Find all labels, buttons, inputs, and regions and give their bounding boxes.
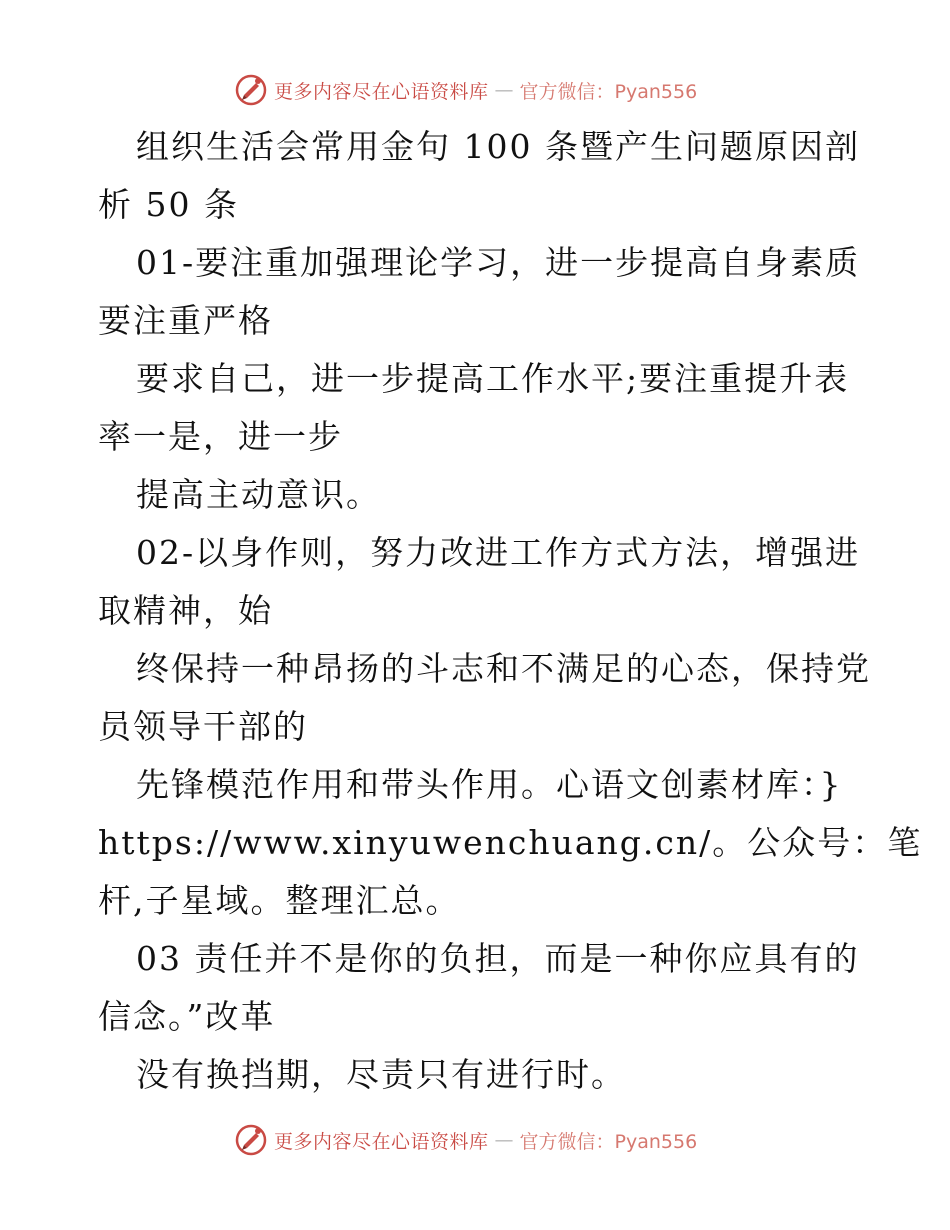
paragraph-line: 要注重严格 <box>98 301 273 340</box>
watermark-brand-text: 更多内容尽在心语资料库 <box>274 1130 489 1153</box>
xinyu-logo-icon <box>234 73 268 107</box>
paragraph-line: 02-以身作则，努力改进工作方式方法，增强进 <box>136 533 861 572</box>
paragraph-line: 员领导干部的 <box>98 707 308 746</box>
xinyu-logo-icon <box>234 1123 268 1157</box>
paragraph-line: 率一是，进一步 <box>98 417 343 456</box>
footer-watermark <box>234 1122 714 1158</box>
watermark-brand-text: 更多内容尽在心语资料库 <box>274 80 489 103</box>
paragraph-line: 01-要注重加强理论学习，进一步提高自身素质 <box>136 243 861 282</box>
paragraph-line: 先锋模范作用和带头作用。心语文创素材库：} <box>136 765 843 804</box>
header-watermark <box>234 72 714 108</box>
paragraph-line: 信念。”改革 <box>98 997 276 1036</box>
paragraph-line: 要求自己，进一步提高工作水平;要注重提升表 <box>136 359 850 398</box>
paragraph-line: 取精神，始 <box>98 591 273 630</box>
watermark-separator: — <box>494 79 514 101</box>
title-line-1: 组织生活会常用金句 100 条暨产生问题原因剖 <box>136 127 860 166</box>
paragraph-line: 03 责任并不是你的负担，而是一种你应具有的 <box>136 939 860 978</box>
watermark-wechat-text: 官方微信：Pyan556 <box>519 80 698 103</box>
paragraph-line: 没有换挡期，尽责只有进行时。 <box>136 1055 626 1094</box>
watermark-separator: — <box>494 1129 514 1151</box>
watermark-wechat-text: 官方微信：Pyan556 <box>519 1130 698 1153</box>
url-line: https://www.xinyuwenchuang.cn/。公众号：笔 <box>98 823 923 862</box>
document-body <box>98 118 923 1104</box>
paragraph-line: 提高主动意识。 <box>136 475 381 514</box>
paragraph-line: 杆,子星域。整理汇总。 <box>98 881 461 920</box>
paragraph-line: 终保持一种昂扬的斗志和不满足的心态，保持党 <box>136 649 871 688</box>
title-line-2: 析 50 条 <box>98 185 239 224</box>
